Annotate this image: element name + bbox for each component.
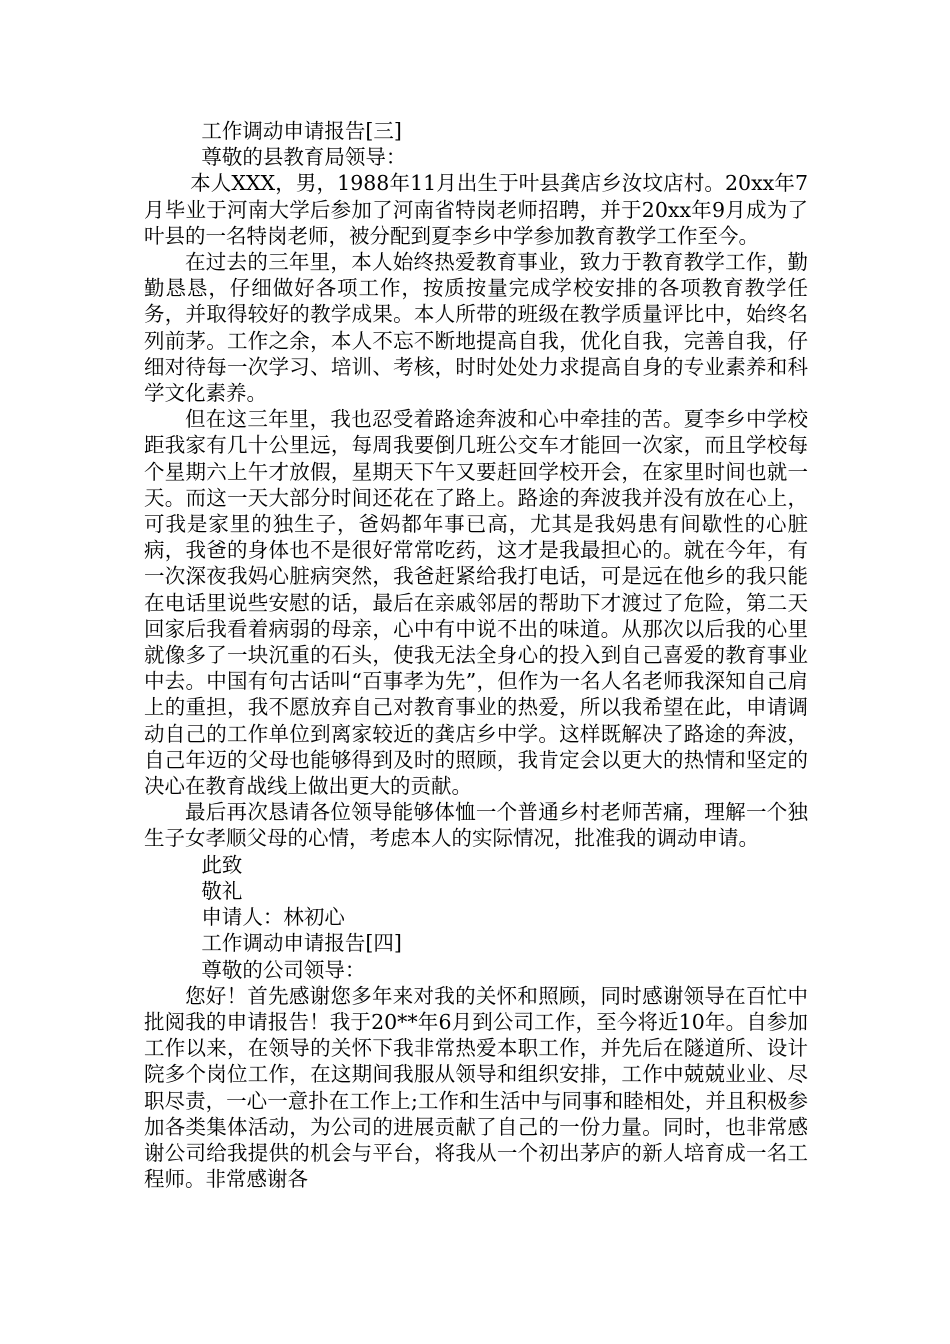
section3-title: 工作调动申请报告[三] — [201, 119, 402, 143]
section4-salutation: 尊敬的公司领导： — [201, 957, 366, 982]
section3-paragraph-4: 最后再次恳请各位领导能够体恤一个普通乡村老师苦痛，理解一个独生子女孝顺父母的心情，考虑本人的实际情况，批准我的调动申请。 — [144, 800, 808, 851]
section3-paragraph-2: 在过去的三年里，本人始终热爱教育事业，致力于教育教学工作，勤勤恳恳，仔细做好各项工作，按质按量完成学校安排的各项教育教学任务，并取得较好的教学成果。本人所带的班级在教学质量评比中，始终名列前茅。工作之余，本人不忘不断地提高自我，优化自我，完善自我，仔细对待每一次学习、培训、考核，时时处处力求提高自身的专业素养和科学文化素养。 — [144, 250, 808, 406]
section3-salutation: 尊敬的县教育局领导： — [201, 145, 407, 170]
document-page — [144, 118, 808, 1192]
closing-line-2: 敬礼 — [201, 878, 243, 903]
section3-paragraph-1: 本人XXX，男，1988年11月出生于叶县龚店乡汝坟店村。20xx年7月毕业于河南大学后参加了河南省特岗老师招聘，并于20xx年9月成为了叶县的一名特岗老师，被分配到夏李乡中学参加教育教学工作至今。 — [144, 171, 808, 248]
applicant-line: 申请人：林初心 — [201, 905, 345, 930]
section4-title: 工作调动申请报告[四] — [201, 931, 402, 956]
section4-paragraph-1: 您好！首先感谢您多年来对我的关怀和照顾，同时感谢领导在百忙中批阅我的申请报告！我于20**年6月到公司工作，至今将近10年。自参加工作以来，在领导的关怀下我非常热爱本职工作，并先后在隧道所、设计院多个岗位工作，在这期间我服从领导和组织安排，工作中兢兢业业、尽职尽责，一心一意扑在工作上;工作和生活中与同事和睦相处，并且积极参加各类集体活动，为公司的进展贡献了自己的一份力量。同时，也非常感谢公司给我提供的机会与平台，将我从一个初出茅庐的新人培育成一名工程师。非常感谢各 — [144, 983, 808, 1192]
closing-line-1: 此致 — [201, 852, 243, 877]
section3-paragraph-3: 但在这三年里，我也忍受着路途奔波和心中牵挂的苦。夏李乡中学校距我家有几十公里远，每周我要倒几班公交车才能回一次家，而且学校每个星期六上午才放假，星期天下午又要赶回学校开会，在家里时间也就一天。而这一天大部分时间还花在了路上。路途的奔波我并没有放在心上，可我是家里的独生子，爸妈都年事已高，尤其是我妈患有间歇性的心脏病，我爸的身体也不是很好常常吃药，这才是我最担心的。就在今年，有一次深夜我妈心脏病突然，我爸赶紧给我打电话，可是远在他乡的我只能在电话里说些安慰的话，最后在亲戚邻居的帮助下才渡过了危险，第二天回家后我看着病弱的母亲，心中有中说不出的味道。从那次以后我的心里就像多了一块沉重的石头，使我无法全身心的投入到自己喜爱的教育事业中去。中国有句古话叫“百事孝为先”，但作为一名人名老师我深知自己肩上的重担，我不愿放弃自己对教育事业的热爱，所以我希望在此，申请调动自己的工作单位到离家较近的龚店乡中学。这样既解决了路途的奔波，自己年迈的父母也能够得到及时的照顾，我肯定会以更大的热情和坚定的决心在教育战线上做出更大的贡献。 — [144, 407, 808, 799]
